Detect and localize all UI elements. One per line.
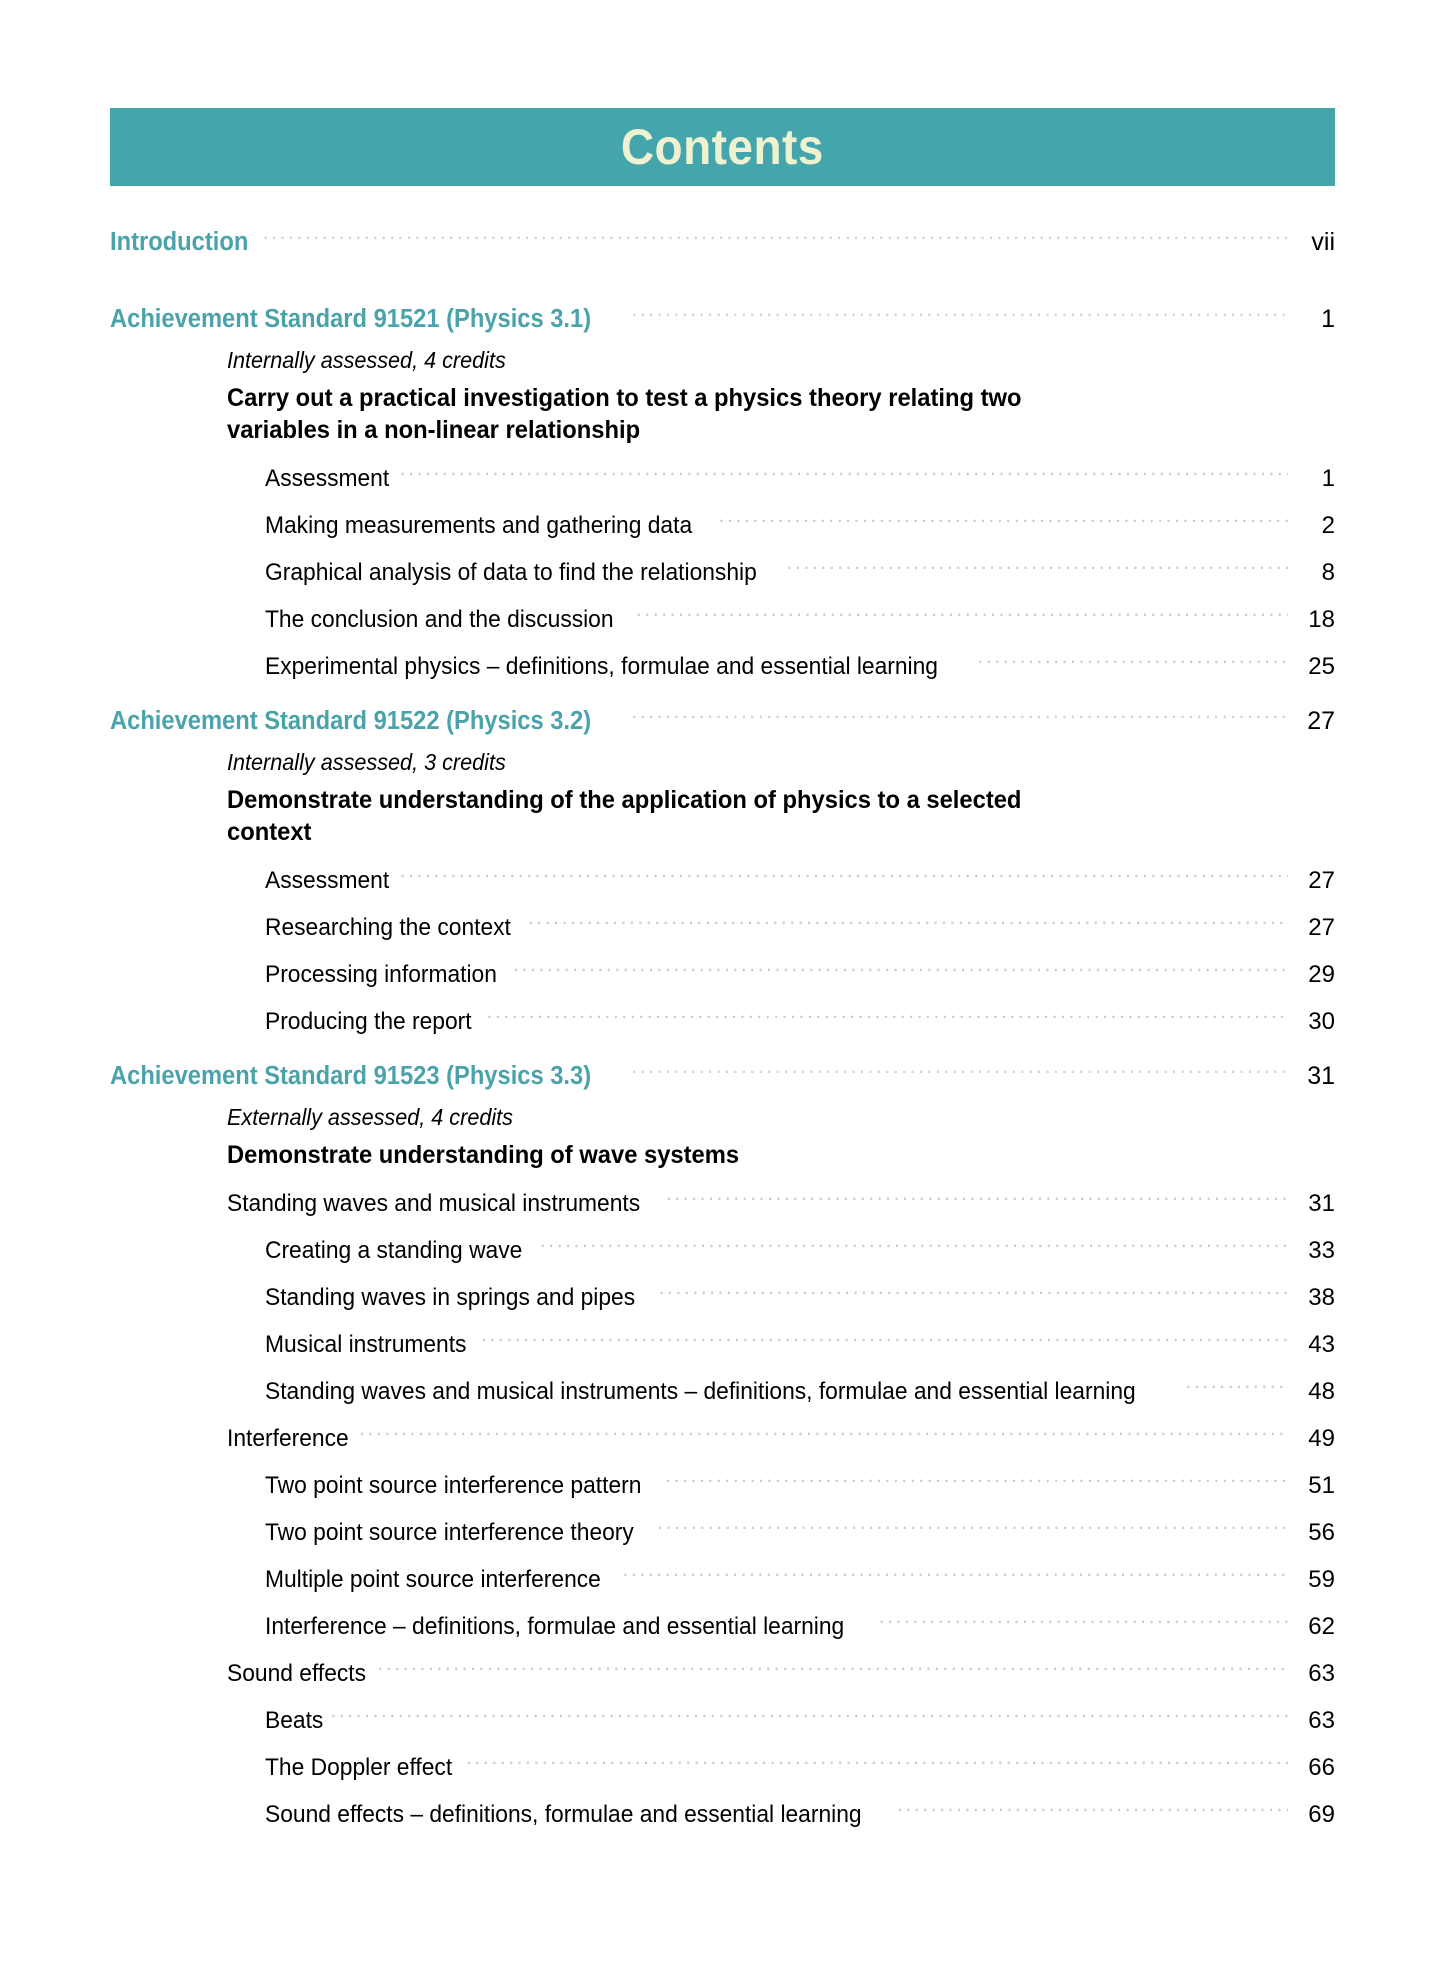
toc-subentry-page: 51 [1308,1472,1335,1499]
toc-subentry-label: Musical instruments [265,1331,467,1358]
toc-subentry-page: 69 [1308,1801,1335,1828]
toc-subentry[interactable] [265,914,1335,942]
dot-leader [400,470,1288,486]
toc-subentry-page: 66 [1308,1754,1335,1781]
toc-subentry[interactable] [265,512,1335,540]
dot-leader [897,1806,1288,1822]
toc-subentry[interactable] [265,1754,1335,1782]
toc-subentry-page: 18 [1308,606,1335,633]
toc-subentry-label: The conclusion and the discussion [265,606,614,633]
toc-section[interactable] [227,1425,1335,1453]
dot-leader [400,872,1288,888]
dot-leader [359,1430,1288,1446]
toc-entry-standard-91521[interactable] [110,305,1335,334]
standard-description: Demonstrate understanding of the application of physics to a selected context [227,786,1022,846]
dot-leader [719,517,1288,533]
toc-subentry[interactable] [265,606,1335,634]
dot-leader [631,1068,1288,1084]
toc-subentry-label: Assessment [265,867,390,894]
toc-subentry[interactable] [265,465,1335,493]
toc-subentry[interactable] [265,1284,1335,1312]
toc-subentry[interactable] [265,1378,1335,1406]
toc-section-label: Interference [227,1425,349,1452]
toc-subentry[interactable] [265,867,1335,895]
dot-leader [263,234,1288,250]
toc-subentry[interactable] [265,1613,1335,1641]
toc-subentry-page: 59 [1308,1566,1335,1593]
toc-entry-label: Achievement Standard 91523 (Physics 3.3) [110,1062,592,1090]
toc-subentry[interactable] [265,653,1335,681]
dot-leader [623,1571,1288,1587]
dot-leader [977,658,1288,674]
contents-banner [110,108,1335,186]
toc-subentry[interactable] [265,961,1335,989]
toc-subentry-page: 38 [1308,1284,1335,1311]
toc-subentry-label: Researching the context [265,914,511,941]
toc-section-page: 63 [1308,1660,1335,1687]
dot-leader [330,1712,1288,1728]
toc-entry-page: 27 [1307,707,1335,735]
toc-subentry[interactable] [265,1519,1335,1547]
toc-subentry-label: Processing information [265,961,497,988]
toc-subentry-page: 63 [1308,1707,1335,1734]
dot-leader [631,311,1288,327]
dot-leader [513,966,1288,982]
toc-subentry-label: Beats [265,1707,324,1734]
toc-entry-label: Achievement Standard 91522 (Physics 3.2) [110,707,592,735]
dot-leader [377,1665,1288,1681]
toc-subentry-page: 29 [1308,961,1335,988]
toc-section-label: Standing waves and musical instruments [227,1190,641,1217]
dot-leader [540,1242,1288,1258]
toc-entry-introduction[interactable] [110,228,1335,257]
toc-subentry-page: 56 [1308,1519,1335,1546]
dot-leader [631,713,1288,729]
toc-subentry[interactable] [265,1566,1335,1594]
standard-credits: Externally assessed, 4 credits [227,1104,513,1130]
spacer [110,681,1335,707]
dot-leader [666,1195,1288,1211]
toc-subentry-page: 48 [1308,1378,1335,1405]
toc-entry-standard-91522[interactable] [110,707,1335,736]
toc-subentry-label: Producing the report [265,1008,472,1035]
toc-subentry-page: 30 [1308,1008,1335,1035]
toc-subentry-label: Creating a standing wave [265,1237,523,1264]
toc-subentry-page: 33 [1308,1237,1335,1264]
dot-leader [486,1013,1288,1029]
toc-subentry-label: Interference – definitions, formulae and essential learning [265,1613,845,1640]
toc-entry-label: Introduction [110,228,249,256]
toc-section[interactable] [227,1190,1335,1218]
toc-entry-page: 1 [1321,305,1335,333]
toc-subentry-page: 25 [1308,653,1335,680]
standard-block-91521 [110,305,1335,681]
toc-section-page: 31 [1308,1190,1335,1217]
standard-credits: Internally assessed, 3 credits [227,749,506,775]
toc-subentry-page: 27 [1308,914,1335,941]
toc-subentry-label: Standing waves and musical instruments – definitions, formulae and essential learning [265,1378,1136,1405]
toc-entry-label: Achievement Standard 91521 (Physics 3.1) [110,305,592,333]
toc-subentry-label: The Doppler effect [265,1754,453,1781]
dot-leader [787,564,1288,580]
toc-subentry-label: Making measurements and gathering data [265,512,693,539]
standard-block-91522 [110,707,1335,1036]
spacer [110,257,1335,305]
spacer [110,1036,1335,1062]
table-of-contents [110,228,1335,1829]
page-title: Contents [620,119,825,175]
dot-leader [528,919,1288,935]
standard-description: Carry out a practical investigation to test a physics theory relating two variables in a non-linear relationship [227,384,1022,444]
toc-subentry-page: 27 [1308,867,1335,894]
dot-leader [879,1618,1288,1634]
toc-subentry-page: 1 [1321,465,1335,492]
toc-subentry[interactable] [265,1472,1335,1500]
toc-entry-standard-91523[interactable] [110,1062,1335,1091]
toc-subentry[interactable] [265,1707,1335,1735]
toc-subentry[interactable] [265,1237,1335,1265]
dot-leader [657,1524,1288,1540]
toc-subentry-page: 8 [1321,559,1335,586]
toc-subentry-label: Standing waves in springs and pipes [265,1284,636,1311]
toc-section-page: 49 [1308,1425,1335,1452]
toc-subentry[interactable] [265,559,1335,587]
toc-entry-page: 31 [1307,1062,1335,1090]
toc-subentry-label: Experimental physics – definitions, formulae and essential learning [265,653,938,680]
dot-leader [636,611,1288,627]
toc-subentry[interactable] [265,1801,1335,1829]
toc-subentry-page: 62 [1308,1613,1335,1640]
toc-subentry-label: Assessment [265,465,390,492]
toc-subentry-page: 43 [1308,1331,1335,1358]
toc-entry-page: vii [1311,228,1335,256]
standard-credits: Internally assessed, 4 credits [227,347,506,373]
standard-description: Demonstrate understanding of wave systems [227,1141,740,1169]
standard-block-91523 [110,1062,1335,1829]
toc-subentry-label: Graphical analysis of data to find the relationship [265,559,757,586]
toc-subentry[interactable] [265,1331,1335,1359]
toc-subentry[interactable] [265,1008,1335,1036]
toc-subentry-page: 2 [1321,512,1335,539]
toc-subentry-label: Two point source interference pattern [265,1472,642,1499]
toc-subentry-label: Two point source interference theory [265,1519,634,1546]
dot-leader [1186,1383,1288,1399]
toc-section[interactable] [227,1660,1335,1688]
dot-leader [665,1477,1288,1493]
dot-leader [659,1289,1288,1305]
dot-leader [481,1336,1288,1352]
dot-leader [466,1759,1288,1775]
toc-subentry-label: Sound effects – definitions, formulae and essential learning [265,1801,862,1828]
toc-section-label: Sound effects [227,1660,367,1687]
toc-subentry-label: Multiple point source interference [265,1566,601,1593]
